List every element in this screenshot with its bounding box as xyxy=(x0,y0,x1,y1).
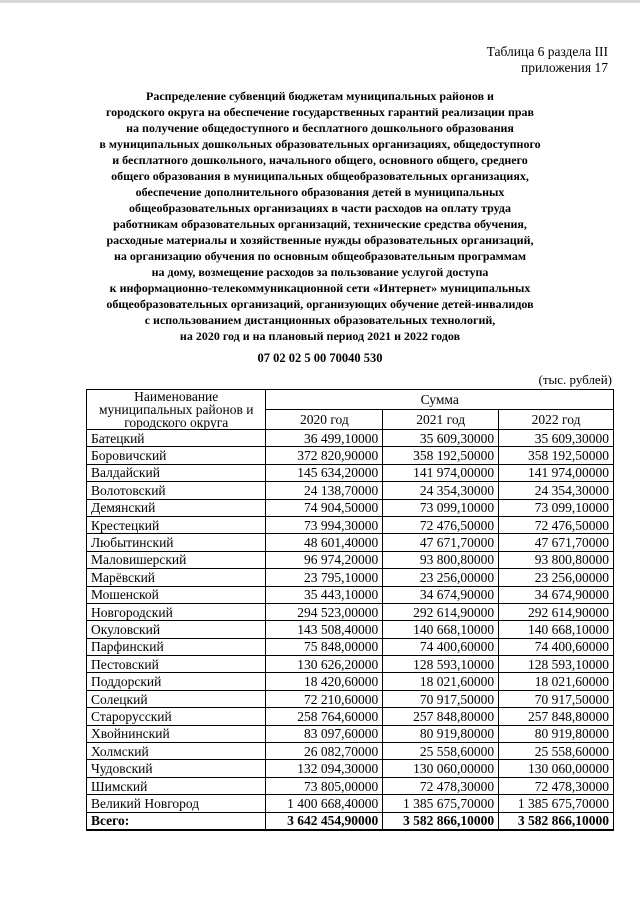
title-line: в муниципальных дошкольных образовательных организациях, общедоступного xyxy=(99,137,541,151)
amount-cell: 24 354,30000 xyxy=(383,482,499,499)
amount-cell: 70 917,50000 xyxy=(383,690,499,707)
budget-code: 07 02 02 5 00 70040 530 xyxy=(257,351,383,365)
district-name-cell: Поддорский xyxy=(87,673,266,690)
title-line: общего образования в муниципальных общеобразовательных организациях, xyxy=(111,169,529,183)
amount-cell: 141 974,00000 xyxy=(499,464,614,481)
amount-cell: 132 094,30000 xyxy=(266,760,383,777)
amount-cell: 72 478,30000 xyxy=(499,777,614,794)
table-row xyxy=(87,621,614,638)
table-row xyxy=(87,516,614,533)
amount-cell: 1 385 675,70000 xyxy=(383,795,499,812)
reference-line-2: приложения 17 xyxy=(520,60,608,75)
table-row xyxy=(87,534,614,551)
table-row xyxy=(87,725,614,742)
table-row xyxy=(87,760,614,777)
amount-cell: 34 674,90000 xyxy=(383,586,499,603)
amount-cell: 140 668,10000 xyxy=(383,621,499,638)
amount-cell: 257 848,80000 xyxy=(499,708,614,725)
column-header-sum: Сумма xyxy=(266,390,614,410)
district-name-cell: Демянский xyxy=(87,499,266,516)
table-row xyxy=(87,569,614,586)
amount-cell: 24 138,70000 xyxy=(266,482,383,499)
title-line: обеспечение дополнительного образования детей в муниципальных xyxy=(135,185,505,199)
title-line: общеобразовательных организациях в части расходов на оплату труда xyxy=(129,201,511,215)
amount-cell: 18 021,60000 xyxy=(383,673,499,690)
title-line: на получение общедоступного и бесплатного дошкольного образования xyxy=(126,121,514,135)
amount-cell: 1 385 675,70000 xyxy=(499,795,614,812)
amount-cell: 143 508,40000 xyxy=(266,621,383,638)
district-name-cell: Старорусский xyxy=(87,708,266,725)
amount-cell: 23 256,00000 xyxy=(383,569,499,586)
table-row xyxy=(87,743,614,760)
table-row xyxy=(87,603,614,620)
table-row xyxy=(87,673,614,690)
amount-cell: 73 994,30000 xyxy=(266,516,383,533)
amount-cell: 35 443,10000 xyxy=(266,586,383,603)
amount-cell: 358 192,50000 xyxy=(499,447,614,464)
amount-cell: 73 099,10000 xyxy=(383,499,499,516)
amount-cell: 75 848,00000 xyxy=(266,638,383,655)
title-line: городского округа на обеспечение государственных гарантий реализации прав xyxy=(105,105,535,119)
table-row xyxy=(87,551,614,568)
amount-cell: 140 668,10000 xyxy=(499,621,614,638)
title-line: на организацию обучения по основным общеобразовательным программам xyxy=(113,249,527,263)
table-row xyxy=(87,464,614,481)
district-name-cell: Волотовский xyxy=(87,482,266,499)
title-line: расходные материалы и хозяйственные нужды образовательных организаций, xyxy=(106,233,534,247)
amount-cell: 93 800,80000 xyxy=(499,551,614,568)
amount-cell: 3 582 866,10000 xyxy=(383,812,499,830)
scan-top-edge xyxy=(0,0,640,3)
amount-cell: 358 192,50000 xyxy=(383,447,499,464)
amount-cell: 141 974,00000 xyxy=(383,464,499,481)
amount-cell: 74 400,60000 xyxy=(383,638,499,655)
title-line: на 2020 год и на плановый период 2021 и 2022 годов xyxy=(179,329,461,343)
amount-cell: 36 499,10000 xyxy=(266,430,383,447)
reference-line-1: Таблица 6 раздела III xyxy=(486,44,608,59)
column-header-2022: 2022 год xyxy=(499,410,614,430)
document-title xyxy=(70,88,570,344)
table-row xyxy=(87,638,614,655)
amount-cell: 23 795,10000 xyxy=(266,569,383,586)
amount-cell: 24 354,30000 xyxy=(499,482,614,499)
table-reference xyxy=(487,44,608,76)
amount-cell: 80 919,80000 xyxy=(499,725,614,742)
amount-cell: 3 582 866,10000 xyxy=(499,812,614,830)
title-line: с использованием дистанционных образовательных технологий, xyxy=(144,313,496,327)
title-line: Распределение субвенций бюджетам муниципальных районов и xyxy=(146,89,494,103)
units-label: (тыс. рублей) xyxy=(538,372,612,387)
table-row xyxy=(87,499,614,516)
amount-cell: 96 974,20000 xyxy=(266,551,383,568)
district-name-cell: Всего: xyxy=(87,812,266,830)
amount-cell: 73 099,10000 xyxy=(499,499,614,516)
district-name-cell: Марёвский xyxy=(87,569,266,586)
amount-cell: 35 609,30000 xyxy=(499,430,614,447)
district-name-cell: Хвойнинский xyxy=(87,725,266,742)
table-row xyxy=(87,482,614,499)
column-header-2020: 2020 год xyxy=(266,410,383,430)
amount-cell: 73 805,00000 xyxy=(266,777,383,794)
district-name-cell: Окуловский xyxy=(87,621,266,638)
district-name-cell: Чудовский xyxy=(87,760,266,777)
amount-cell: 130 060,00000 xyxy=(499,760,614,777)
district-name-cell: Маловишерский xyxy=(87,551,266,568)
district-name-cell: Великий Новгород xyxy=(87,795,266,812)
amount-cell: 130 626,20000 xyxy=(266,656,383,673)
amount-cell: 83 097,60000 xyxy=(266,725,383,742)
amount-cell: 47 671,70000 xyxy=(383,534,499,551)
district-name-cell: Холмский xyxy=(87,743,266,760)
district-name-cell: Мошенской xyxy=(87,586,266,603)
district-name-cell: Любытинский xyxy=(87,534,266,551)
table-row xyxy=(87,586,614,603)
amount-cell: 18 420,60000 xyxy=(266,673,383,690)
district-name-cell: Боровичский xyxy=(87,447,266,464)
district-name-cell: Солецкий xyxy=(87,690,266,707)
amount-cell: 48 601,40000 xyxy=(266,534,383,551)
amount-cell: 292 614,90000 xyxy=(499,603,614,620)
column-header-2021: 2021 год xyxy=(383,410,499,430)
amount-cell: 47 671,70000 xyxy=(499,534,614,551)
district-name-cell: Батецкий xyxy=(87,430,266,447)
amount-cell: 80 919,80000 xyxy=(383,725,499,742)
amount-cell: 292 614,90000 xyxy=(383,603,499,620)
amount-cell: 72 210,60000 xyxy=(266,690,383,707)
amount-cell: 18 021,60000 xyxy=(499,673,614,690)
amount-cell: 257 848,80000 xyxy=(383,708,499,725)
amount-cell: 74 400,60000 xyxy=(499,638,614,655)
amount-cell: 72 478,30000 xyxy=(383,777,499,794)
amount-cell: 294 523,00000 xyxy=(266,603,383,620)
amount-cell: 26 082,70000 xyxy=(266,743,383,760)
table-row xyxy=(87,777,614,794)
amount-cell: 128 593,10000 xyxy=(499,656,614,673)
amount-cell: 3 642 454,90000 xyxy=(266,812,383,830)
amount-cell: 93 800,80000 xyxy=(383,551,499,568)
title-line: к информационно-телекоммуникационной сети «Интернет» муниципальных xyxy=(109,281,531,295)
amount-cell: 258 764,60000 xyxy=(266,708,383,725)
district-name-cell: Пестовский xyxy=(87,656,266,673)
title-line: на дому, возмещение расходов за пользование услугой доступа xyxy=(151,265,489,279)
table-row xyxy=(87,795,614,812)
title-line: работникам образовательных организаций, технические средства обучения, xyxy=(113,217,527,231)
amount-cell: 34 674,90000 xyxy=(499,586,614,603)
title-line: и бесплатного дошкольного, начального общего, основного общего, среднего xyxy=(112,153,528,167)
amount-cell: 372 820,90000 xyxy=(266,447,383,464)
amount-cell: 35 609,30000 xyxy=(383,430,499,447)
amount-cell: 72 476,50000 xyxy=(499,516,614,533)
table-row xyxy=(87,447,614,464)
amount-cell: 74 904,50000 xyxy=(266,499,383,516)
amount-cell: 72 476,50000 xyxy=(383,516,499,533)
total-row xyxy=(87,812,614,830)
title-line: общеобразовательных организаций, организующих обучение детей-инвалидов xyxy=(106,297,534,311)
district-name-cell: Новгородский xyxy=(87,603,266,620)
amount-cell: 130 060,00000 xyxy=(383,760,499,777)
table-row xyxy=(87,708,614,725)
amount-cell: 25 558,60000 xyxy=(383,743,499,760)
table-row xyxy=(87,430,614,447)
table-row xyxy=(87,690,614,707)
table-row xyxy=(87,656,614,673)
district-name-cell: Валдайский xyxy=(87,464,266,481)
amount-cell: 25 558,60000 xyxy=(499,743,614,760)
column-header-name: Наименование муниципальных районов и городского округа xyxy=(87,390,266,430)
district-name-cell: Парфинский xyxy=(87,638,266,655)
subvention-table xyxy=(86,389,614,831)
amount-cell: 1 400 668,40000 xyxy=(266,795,383,812)
district-name-cell: Крестецкий xyxy=(87,516,266,533)
amount-cell: 128 593,10000 xyxy=(383,656,499,673)
amount-cell: 145 634,20000 xyxy=(266,464,383,481)
amount-cell: 23 256,00000 xyxy=(499,569,614,586)
amount-cell: 70 917,50000 xyxy=(499,690,614,707)
district-name-cell: Шимский xyxy=(87,777,266,794)
